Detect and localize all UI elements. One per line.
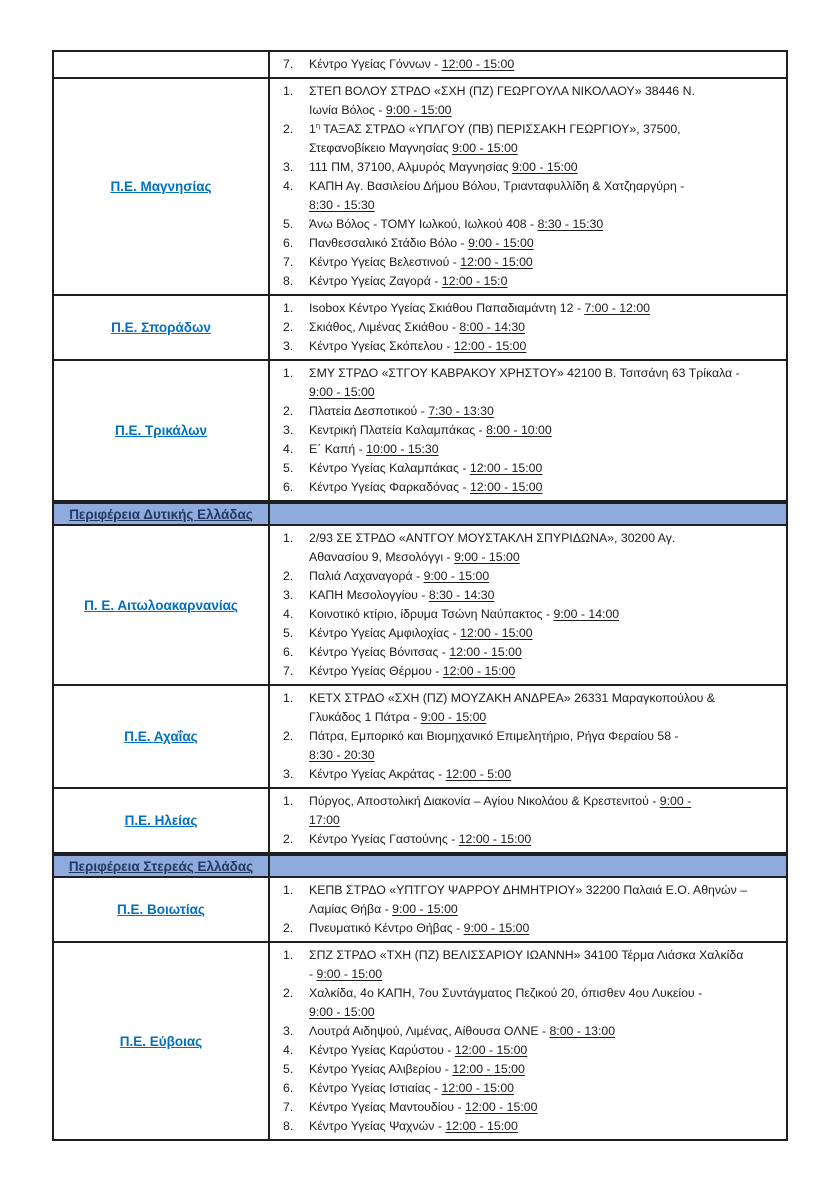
time-range: 8:00 - 14:30 <box>459 320 526 334</box>
time-range: 9:00 - 15:00 <box>423 569 490 583</box>
item-text <box>309 984 778 1022</box>
item-text <box>309 727 778 765</box>
item-number: 8. <box>283 274 294 288</box>
item-text <box>309 337 778 356</box>
location-text: Χαλκίδα, 4ο ΚΑΠΗ, 7ου Συντάγματος Πεζικού 20, όπισθεν 4ου Λυκείου - <box>309 986 703 1000</box>
location-text: Σκιάθος, Λιμένας Σκιάθου - <box>309 320 460 334</box>
list-item <box>270 158 778 177</box>
time-range: 9:00 - 15:00 <box>463 921 530 935</box>
list-item <box>270 881 778 919</box>
item-text <box>309 1098 778 1117</box>
list-item <box>270 440 778 459</box>
locations-cell <box>270 52 786 77</box>
location-text: Ιωνία Βόλος - <box>309 103 386 117</box>
location-text: Στεφανοβίκειο Μαγνησίας <box>309 141 453 155</box>
region-link[interactable]: Π.Ε. Σποράδων <box>111 320 211 335</box>
list-item <box>270 272 778 291</box>
locations-cell <box>270 686 786 787</box>
time-range: 12:00 - 15:00 <box>454 1043 528 1057</box>
time-range: 8:00 - 13:00 <box>549 1024 616 1038</box>
list-item <box>270 1041 778 1060</box>
section-band-label[interactable]: Περιφέρεια Δυτικής Ελλάδας <box>69 506 253 522</box>
item-text <box>309 318 778 337</box>
item-text <box>309 881 778 919</box>
region-link[interactable]: Π.Ε. Αχαΐας <box>124 729 198 744</box>
band-empty-cell <box>270 856 786 876</box>
location-text: Λαμίας Θήβα - <box>309 902 393 916</box>
item-number: 1. <box>283 948 294 962</box>
location-text: Κέντρο Υγείας Γαστούνης - <box>309 832 459 846</box>
list-item <box>270 82 778 120</box>
locations-cell <box>270 296 786 359</box>
table-row <box>54 686 786 789</box>
item-number: 2. <box>283 832 294 846</box>
section-band-label[interactable]: Περιφέρεια Στερεάς Ελλάδας <box>68 858 254 874</box>
location-text: Ε΄ Καπή - <box>309 442 367 456</box>
time-range: 8:30 - 15:30 <box>537 217 604 231</box>
region-cell <box>54 943 270 1139</box>
item-text <box>309 299 778 318</box>
location-text: Κέντρο Υγείας Αλιβερίου - <box>309 1062 453 1076</box>
item-text <box>309 605 778 624</box>
location-text: ΣΜΥ ΣΤΡΔΟ «ΣΤΓΟΥ ΚΑΒΡΑΚΟΥ ΧΡΗΣΤΟΥ» 42100 Β. Τσιτσάνη 63 Τρίκαλα - <box>309 366 740 380</box>
region-cell <box>54 361 270 500</box>
locations-cell <box>270 943 786 1139</box>
item-number: 4. <box>283 442 294 456</box>
location-text: 111 ΠΜ, 37100, Αλμυρός Μαγνησίας <box>309 160 513 174</box>
item-text <box>309 1117 778 1136</box>
item-number: 6. <box>283 480 294 494</box>
location-text: Κέντρο Υγείας Ακράτας - <box>309 767 446 781</box>
time-range: 12:00 - 15:00 <box>442 664 516 678</box>
time-range: 9:00 - 15:00 <box>385 103 452 117</box>
table-row <box>54 789 786 854</box>
time-range: 9:00 - 14:00 <box>553 607 620 621</box>
region-link[interactable]: Π.Ε. Βοιωτίας <box>117 902 205 917</box>
region-link[interactable]: Π. Ε. Αιτωλοακαρνανίας <box>84 597 238 613</box>
list-item <box>270 919 778 938</box>
time-range: 17:00 <box>309 813 340 827</box>
item-number: 1. <box>283 691 294 705</box>
location-text: ΚΑΠΗ Αγ. Βασιλείου Δήμου Βόλου, Τριανταφυλλίδη & Χατζηαργύρη - <box>309 179 685 193</box>
item-text <box>309 272 778 291</box>
time-range: 12:00 - 15:00 <box>469 480 543 494</box>
time-range: 12:00 - 15:00 <box>460 255 533 269</box>
item-number: 6. <box>283 1081 294 1095</box>
table-row <box>54 526 786 686</box>
locations-cell <box>270 789 786 852</box>
list-item <box>270 478 778 497</box>
location-text: Κέντρο Υγείας Ζαγορά - <box>309 274 442 288</box>
list-item <box>270 55 778 74</box>
time-range: 9:00 - 15:00 <box>392 902 458 916</box>
ordinal-superscript: η <box>315 120 321 130</box>
item-number: 6. <box>283 645 294 659</box>
item-number: 5. <box>283 461 294 475</box>
item-number: 3. <box>283 339 294 353</box>
location-text: ΚΕΤΧ ΣΤΡΔΟ «ΣΧΗ (ΠΖ) ΜΟΥΖΑΚΗ ΑΝΔΡΕΑ» 26331 Μαραγκοπούλου & <box>309 691 716 705</box>
item-text <box>309 421 778 440</box>
item-text <box>309 624 778 643</box>
time-range: 9:00 - 15:00 <box>316 967 383 981</box>
time-range: 9:00 - <box>659 794 692 808</box>
item-number: 2. <box>283 729 294 743</box>
region-cell <box>54 526 270 684</box>
time-range: 12:00 - 15:00 <box>453 339 527 353</box>
locations-cell <box>270 79 786 294</box>
time-range: 12:00 - 15:0 <box>441 274 508 288</box>
item-text <box>309 120 778 158</box>
item-number: 6. <box>283 236 294 250</box>
item-text <box>309 234 778 253</box>
item-number: 3. <box>283 588 294 602</box>
time-range: 12:00 - 15:00 <box>464 1100 538 1114</box>
item-text <box>309 946 778 984</box>
item-text <box>309 364 778 402</box>
item-text <box>309 440 778 459</box>
item-number: 2. <box>283 404 294 418</box>
list-item <box>270 1022 778 1041</box>
item-text <box>309 529 778 567</box>
list-item <box>270 830 778 849</box>
list-item <box>270 567 778 586</box>
region-cell <box>54 878 270 941</box>
item-number: 4. <box>283 179 294 193</box>
item-number: 3. <box>283 160 294 174</box>
item-text <box>309 402 778 421</box>
location-text: Πνευματικό Κέντρο Θήβας - <box>309 921 464 935</box>
locations-cell <box>270 361 786 500</box>
location-text: ΣΠΖ ΣΤΡΔΟ «ΤΧΗ (ΠΖ) ΒΕΛΙΣΣΑΡΙΟΥ ΙΩΑΝΝΗ» 34100 Τέρμα Λιάσκα Χαλκίδα <box>309 948 744 962</box>
list-item <box>270 402 778 421</box>
item-text <box>309 662 778 681</box>
time-range: 9:00 - 15:00 <box>309 1005 375 1019</box>
list-item <box>270 529 778 567</box>
list-item <box>270 234 778 253</box>
region-link[interactable]: Π.Ε. Ηλείας <box>124 813 198 828</box>
item-text <box>309 1060 778 1079</box>
item-number: 2. <box>283 569 294 583</box>
time-range: 12:00 - 15:00 <box>460 626 533 640</box>
location-text: Πανθεσσαλικό Στάδιο Βόλο - <box>309 236 469 250</box>
item-text <box>309 478 778 497</box>
list-item <box>270 1098 778 1117</box>
time-range: 12:00 - 15:00 <box>441 1081 515 1095</box>
item-number: 3. <box>283 767 294 781</box>
time-range: 8:30 - 14:30 <box>428 588 495 602</box>
location-text: Isobox Κέντρο Υγείας Σκιάθου Παπαδιαμάντη 12 - <box>309 301 585 315</box>
table-row <box>54 296 786 361</box>
list-item <box>270 1060 778 1079</box>
time-range: 8:30 - 20:30 <box>309 748 375 762</box>
item-text <box>309 1041 778 1060</box>
item-text <box>309 765 778 784</box>
location-text: ΚΕΠΒ ΣΤΡΔΟ «ΥΠΤΓΟΥ ΨΑΡΡΟΥ ΔΗΜΗΤΡΙΟΥ» 32200 Παλαιά Ε.Ο. Αθηνών – <box>309 883 748 897</box>
time-range: 9:00 - 15:00 <box>420 710 487 724</box>
time-range: 12:00 - 5:00 <box>445 767 512 781</box>
location-text: ΣΤΕΠ ΒΟΛΟΥ ΣΤΡΔΟ «ΣΧΗ (ΠΖ) ΓΕΩΡΓΟΥΛΑ ΝΙΚΟΛΑΟΥ» 38446 Ν. <box>309 84 695 98</box>
location-text: Κέντρο Υγείας Μαντουδίου - <box>309 1100 465 1114</box>
item-number: 5. <box>283 217 294 231</box>
list-item <box>270 727 778 765</box>
list-item <box>270 215 778 234</box>
time-range: 9:00 - 15:00 <box>468 236 534 250</box>
region-cell <box>54 79 270 294</box>
list-item <box>270 946 778 984</box>
item-number: 1. <box>283 531 294 545</box>
item-number: 1. <box>283 84 294 98</box>
location-text: Κέντρο Υγείας Σκόπελου - <box>309 339 454 353</box>
item-number: 8. <box>283 1119 294 1133</box>
time-range: 9:00 - 15:00 <box>454 550 520 564</box>
item-number: 2. <box>283 986 294 1000</box>
location-text: Κέντρο Υγείας Γόννων - <box>309 57 442 71</box>
item-text <box>309 1022 778 1041</box>
item-text <box>309 586 778 605</box>
location-text: Κέντρο Υγείας Θέρμου - <box>309 664 443 678</box>
list-item <box>270 984 778 1022</box>
band-label-cell <box>54 504 270 524</box>
location-text: Άνω Βόλος - ΤΟΜΥ Ιωλκού, Ιωλκού 408 - <box>309 217 538 231</box>
item-text <box>309 1079 778 1098</box>
item-text <box>309 919 778 938</box>
vaccination-locations-table <box>52 50 788 1141</box>
time-range: 9:00 - 15:00 <box>452 141 518 155</box>
item-text <box>309 215 778 234</box>
table-row <box>54 943 786 1141</box>
item-number: 7. <box>283 664 294 678</box>
band-label-cell <box>54 856 270 876</box>
time-range: 12:00 - 15:00 <box>458 832 532 846</box>
list-item <box>270 253 778 272</box>
item-number: 7. <box>283 1100 294 1114</box>
location-text: - <box>309 967 317 981</box>
list-item <box>270 792 778 830</box>
location-text: ΤΑΞΑΣ ΣΤΡΔΟ «ΥΠΛΓΟΥ (ΠΒ) ΠΕΡΙΣΣΑΚΗ ΓΕΩΡΓΙΟΥ», 37500, <box>320 122 681 136</box>
list-item <box>270 177 778 215</box>
location-text: Κέντρο Υγείας Βελεστινού - <box>309 255 461 269</box>
location-text: Πάτρα, Εμπορικό και Βιομηχανικό Επιμελητήριο, Ρήγα Φεραίου 58 - <box>309 729 679 743</box>
list-item <box>270 120 778 158</box>
time-range: 9:00 - 15:00 <box>512 160 578 174</box>
location-text: Κέντρο Υγείας Ιστιαίας - <box>309 1081 442 1095</box>
item-number: 5. <box>283 626 294 640</box>
item-number: 1. <box>283 301 294 315</box>
region-link[interactable]: Π.Ε. Μαγνησίας <box>110 179 212 194</box>
section-band-row <box>54 854 786 878</box>
item-number: 2. <box>283 122 294 136</box>
list-item <box>270 1079 778 1098</box>
item-text <box>309 830 778 849</box>
list-item <box>270 643 778 662</box>
time-range: 12:00 - 15:00 <box>452 1062 525 1076</box>
location-text: Κέντρο Υγείας Καρύστου - <box>309 1043 455 1057</box>
region-cell <box>54 296 270 359</box>
time-range: 8:30 - 15:30 <box>309 198 375 212</box>
time-range: 7:00 - 12:00 <box>584 301 650 315</box>
location-text: Κέντρο Υγείας Φαρκαδόνας - <box>309 480 470 494</box>
location-text: Πύργος, Αποστολική Διακονία – Αγίου Νικολάου & Κρεστενιτού - <box>309 794 660 808</box>
table-row <box>54 878 786 943</box>
item-number: 3. <box>283 423 294 437</box>
time-range: 12:00 - 15:00 <box>449 645 522 659</box>
location-text: Λουτρά Αιδηψού, Λιμένας, Αίθουσα ΟΛΝΕ - <box>309 1024 550 1038</box>
region-cell <box>54 686 270 787</box>
band-empty-cell <box>270 504 786 524</box>
location-text: Κεντρική Πλατεία Καλαμπάκας - <box>309 423 487 437</box>
list-item <box>270 337 778 356</box>
time-range: 8:00 - 10:00 <box>486 423 552 437</box>
location-text: Παλιά Λαχαναγορά - <box>309 569 424 583</box>
region-link[interactable]: Π.Ε. Τρικάλων <box>115 423 207 438</box>
time-range: 12:00 - 15:00 <box>445 1119 518 1133</box>
list-item <box>270 605 778 624</box>
item-number: 2. <box>283 320 294 334</box>
list-item <box>270 318 778 337</box>
table-row <box>54 52 786 79</box>
time-range: 10:00 - 15:30 <box>366 442 439 456</box>
region-cell <box>54 789 270 852</box>
location-text: Κέντρο Υγείας Ψαχνών - <box>309 1119 446 1133</box>
location-text: Κοινοτικό κτίριο, ίδρυμα Τσώνη Ναύπακτος - <box>309 607 554 621</box>
item-number: 7. <box>283 255 294 269</box>
location-text: Κέντρο Υγείας Βόνιτσας - <box>309 645 450 659</box>
region-cell <box>54 52 270 77</box>
locations-cell <box>270 878 786 941</box>
item-text <box>309 82 778 120</box>
location-text: Γλυκάδος 1 Πάτρα - <box>309 710 421 724</box>
list-item <box>270 299 778 318</box>
item-number: 1. <box>283 883 294 897</box>
item-number: 1. <box>283 794 294 808</box>
location-text: Αθανασίου 9, Μεσολόγγι - <box>309 550 455 564</box>
location-text: Κέντρο Υγείας Αμφιλοχίας - <box>309 626 461 640</box>
item-number: 5. <box>283 1062 294 1076</box>
list-item <box>270 765 778 784</box>
item-text <box>309 643 778 662</box>
item-text <box>309 177 778 215</box>
table-row <box>54 79 786 296</box>
item-text <box>309 253 778 272</box>
item-number: 4. <box>283 607 294 621</box>
item-text <box>309 459 778 478</box>
item-text <box>309 689 778 727</box>
time-range: 7:30 - 13:30 <box>428 404 494 418</box>
locations-cell <box>270 526 786 684</box>
list-item <box>270 421 778 440</box>
list-item <box>270 459 778 478</box>
list-item <box>270 1117 778 1136</box>
list-item <box>270 624 778 643</box>
item-number: 1. <box>283 366 294 380</box>
item-text <box>309 792 778 830</box>
location-text: 2/93 ΣΕ ΣΤΡΔΟ «ΑΝΤΓΟΥ ΜΟΥΣΤΑΚΛΗ ΣΠΥΡΙΔΩΝΑ», 30200 Αγ. <box>309 531 676 545</box>
location-text: ΚΑΠΗ Μεσολογγίου - <box>309 588 429 602</box>
item-text <box>309 158 778 177</box>
item-number: 2. <box>283 921 294 935</box>
section-band-row <box>54 502 786 526</box>
list-item <box>270 586 778 605</box>
table-row <box>54 361 786 502</box>
item-number: 7. <box>283 57 294 71</box>
list-item <box>270 364 778 402</box>
location-text: Πλατεία Δεσποτικού - <box>309 404 429 418</box>
item-number: 4. <box>283 1043 294 1057</box>
item-text <box>309 55 778 74</box>
location-text: Κέντρο Υγείας Καλαμπάκας - <box>309 461 470 475</box>
time-range: 12:00 - 15:00 <box>469 461 543 475</box>
time-range: 12:00 - 15:00 <box>441 57 515 71</box>
time-range: 9:00 - 15:00 <box>309 385 375 399</box>
location-text: 1 <box>309 122 316 136</box>
list-item <box>270 662 778 681</box>
item-number: 3. <box>283 1024 294 1038</box>
region-link[interactable]: Π.Ε. Εύβοιας <box>119 1033 203 1049</box>
item-text <box>309 567 778 586</box>
list-item <box>270 689 778 727</box>
